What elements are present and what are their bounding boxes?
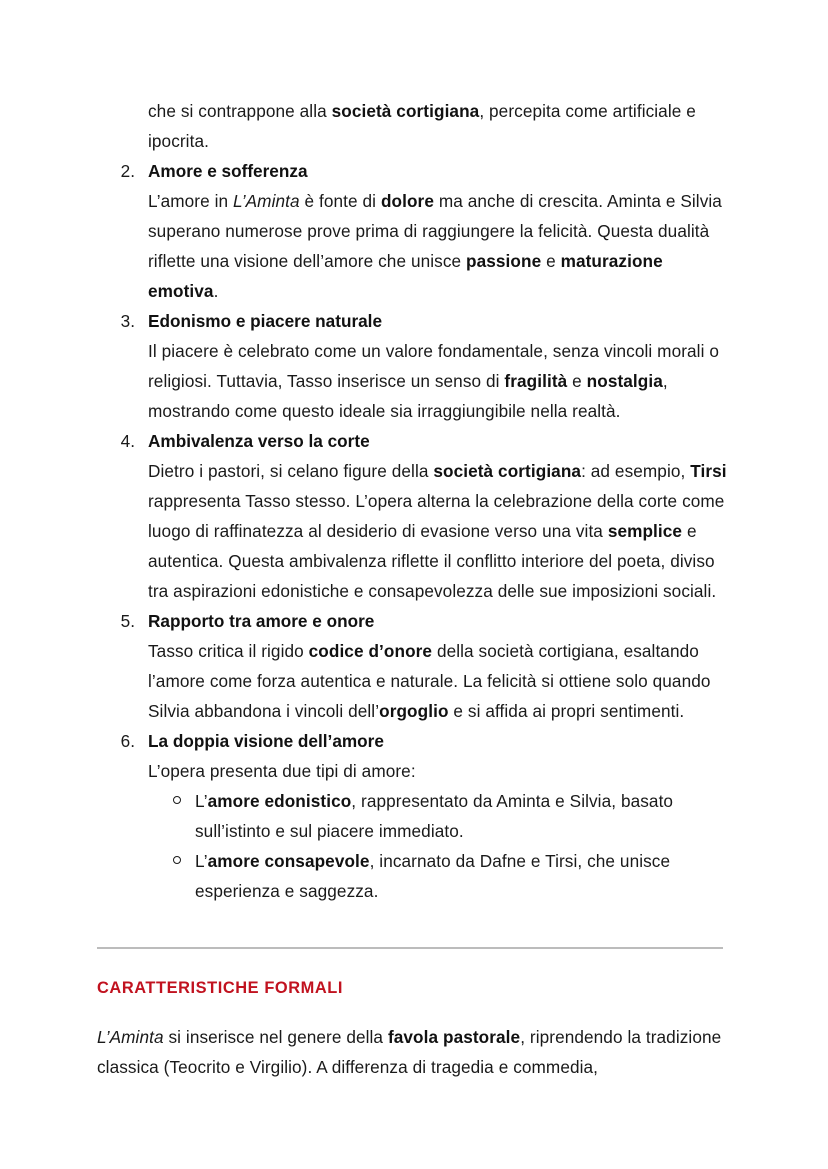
lead-paragraph: [148, 96, 729, 156]
subitem-bold: amore edonistico: [207, 791, 352, 811]
body-text: , mostrando come questo ideale sia irraggiungibile nella realtà.: [148, 371, 668, 421]
list-item-body: [148, 456, 729, 606]
body-text: .: [213, 281, 219, 301]
body-text: : ad esempio,: [581, 461, 691, 481]
body-bold: passione: [466, 251, 542, 271]
list-item-body: [148, 636, 729, 726]
body-bold: società cortigiana: [433, 461, 582, 481]
list-item-marker: 4.: [120, 431, 135, 451]
body-bold: orgoglio: [379, 701, 449, 721]
list-item: [97, 726, 729, 906]
section-heading: CARATTERISTICHE FORMALI: [97, 979, 343, 997]
circle-bullet-icon: [173, 796, 181, 804]
lead-text-part-1: che si contrappone alla: [148, 101, 332, 121]
section-paragraph: [97, 1000, 729, 1082]
body-bold: Tirsi: [690, 461, 727, 481]
list-item-marker: 5.: [120, 611, 135, 631]
body-text: L’amore in: [148, 191, 234, 211]
body-bold: codice d’onore: [308, 641, 433, 661]
body-text: e autentica. Questa ambivalenza riflette il conflitto interiore del poeta, diviso tra aspirazioni edonistiche e consapevolezza delle sue imposizioni sociali.: [148, 521, 717, 601]
list-item-marker: 3.: [120, 311, 135, 331]
list-item-title: Rapporto tra amore e onore: [148, 611, 375, 631]
list-item-body: [148, 186, 729, 306]
body-text: e si affida ai propri sentimenti.: [448, 701, 685, 721]
body-text: rappresenta Tasso stesso. L’opera alterna la celebrazione della corte come luogo di raffinatezza al desiderio di evasione verso una vita: [148, 491, 725, 541]
body-text: Il piacere è celebrato come un valore fondamentale, senza vincoli morali o religiosi. Tuttavia, Tasso inserisce un senso di: [148, 341, 719, 391]
list-item-title: Ambivalenza verso la corte: [148, 431, 370, 451]
list-item-marker: 2.: [120, 161, 135, 181]
body-text: e: [567, 371, 587, 391]
themes-numbered-list: [97, 156, 729, 906]
list-item: [97, 606, 729, 726]
list-item-title: La doppia visione dell’amore: [148, 731, 384, 751]
sublist-item: [148, 846, 729, 906]
list-item-marker: 6.: [120, 731, 135, 751]
body-bold: dolore: [380, 191, 434, 211]
body-text: della società cortigiana, esaltando l’amore come forza autentica e naturale. La felicità si ottiene solo quando Silvia abbandona i vincoli dell’: [148, 641, 711, 721]
list-item-body: [148, 336, 729, 426]
list-item-title: Amore e sofferenza: [148, 161, 308, 181]
document-content: [97, 96, 729, 1082]
section-paragraph-italic: L’Aminta: [97, 1027, 164, 1047]
body-text: ma anche di crescita. Aminta e Silvia superano numerose prove prima di raggiungere la felicità. Questa dualità riflette una visione dell’amore che unisce: [148, 191, 722, 271]
body-bold: maturazione emotiva: [148, 251, 663, 301]
body-bold: nostalgia: [586, 371, 663, 391]
body-italic: L’Aminta: [233, 191, 300, 211]
list-item-body: L’opera presenta due tipi di amore:: [148, 761, 416, 781]
body-text: Dietro i pastori, si celano figure della: [148, 461, 434, 481]
section-paragraph-bold: favola pastorale: [387, 1027, 521, 1047]
body-text: Tasso critica il rigido: [148, 641, 309, 661]
lead-text-part-2: , percepita come artificiale e ipocrita.: [148, 101, 696, 151]
body-bold: semplice: [607, 521, 683, 541]
subitem-bold: amore consapevole: [207, 851, 370, 871]
love-types-sublist: [148, 786, 729, 906]
subitem-text: L’: [195, 791, 208, 811]
section-paragraph-text: , riprendendo la tradizione classica (Teocrito e Virgilio). A differenza di tragedia e commedia,: [97, 1027, 722, 1077]
subitem-text: L’: [195, 851, 208, 871]
lead-bold-1: società cortigiana: [331, 101, 480, 121]
list-item-title: Edonismo e piacere naturale: [148, 311, 383, 331]
subitem-text: , rappresentato da Aminta e Silvia, basato sull’istinto e sul piacere immediato.: [195, 791, 674, 841]
list-item: [97, 306, 729, 426]
list-item: [97, 426, 729, 606]
sublist-item: [148, 786, 729, 846]
section-divider-wrap: [97, 906, 729, 949]
subitem-text: , incarnato da Dafne e Tirsi, che unisce esperienza e saggezza.: [195, 851, 671, 901]
body-text: e: [541, 251, 561, 271]
body-bold: fragilità: [504, 371, 568, 391]
body-text: è fonte di: [299, 191, 381, 211]
list-item: [97, 156, 729, 306]
section-paragraph-text: si inserisce nel genere della: [163, 1027, 388, 1047]
circle-bullet-icon: [173, 856, 181, 864]
